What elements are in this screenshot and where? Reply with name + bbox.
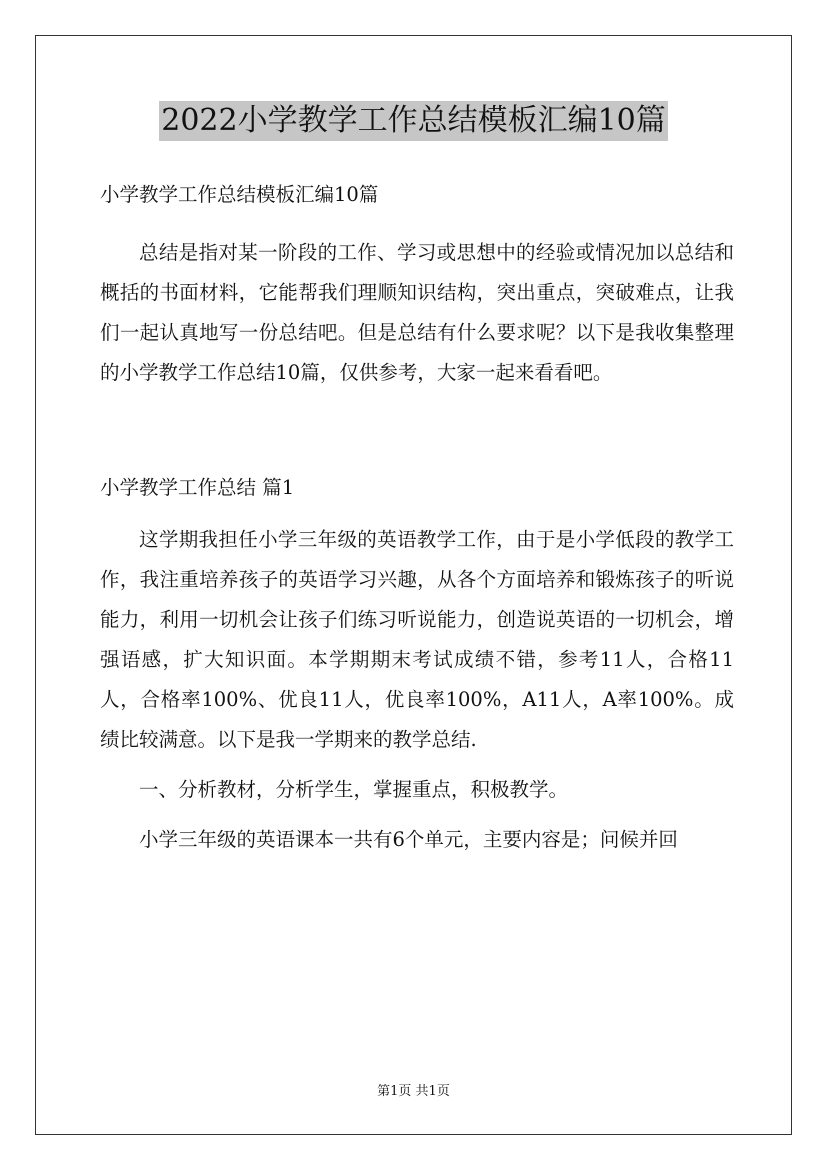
body-paragraph-3: 小学三年级的英语课本一共有6个单元，主要内容是；问候并回: [139, 828, 678, 851]
document-subtitle: 小学教学工作总结模板汇编10篇: [100, 183, 379, 206]
body-paragraph-1: 这学期我担任小学三年级的英语教学工作，由于是小学低段的教学工作，我注重培养孩子的英语学习兴趣，从各个方面培养和锻炼孩子的听说能力，利用一切机会让孩子们练习听说能力，创造说英语的一切机会，增强语感，扩大知识面。本学期期末考试成绩不错，参考11人，合格11人，合格率100%、优良11人，优良率100%，A11人，A率100%。成绩比较满意。以下是我一学期来的教学总结.: [100, 528, 734, 751]
body-paragraph-2: 一、分析教材，分析学生，掌握重点，积极教学。: [139, 778, 569, 801]
page-number: 第1页 共1页: [377, 1084, 450, 1099]
page-footer: [0, 1083, 827, 1101]
document-title-text: 2022小学教学工作总结模板汇编10篇: [159, 101, 668, 141]
intro-paragraph: 总结是指对某一阶段的工作、学习或思想中的经验或情况加以总结和概括的书面材料，它能帮我们理顺知识结构，突出重点，突破难点，让我们一起认真地写一份总结吧。但是总结有什么要求呢？以下是我收集整理的小学教学工作总结10篇，仅供参考，大家一起来看看吧。: [100, 241, 734, 384]
section-heading: 小学教学工作总结 篇1: [100, 476, 295, 499]
document-body: [100, 175, 734, 860]
document-title: [0, 100, 827, 141]
